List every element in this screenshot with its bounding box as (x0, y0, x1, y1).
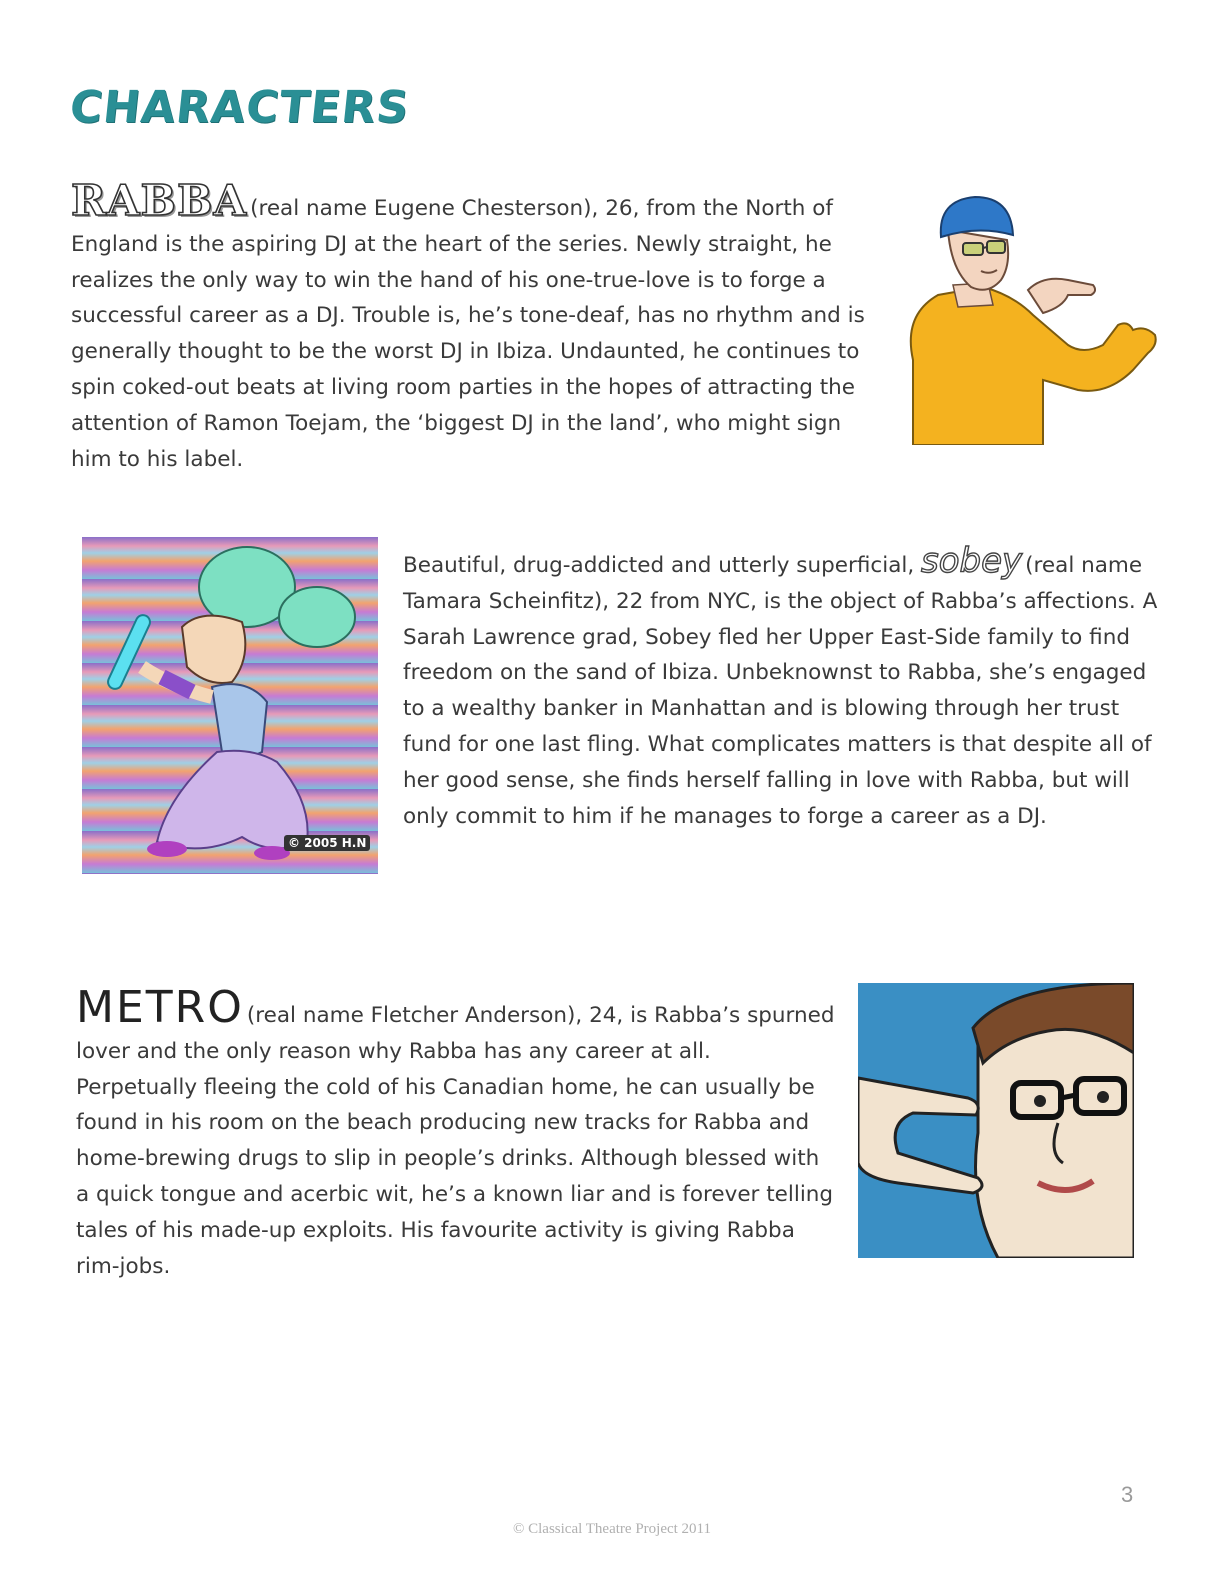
metro-illustration (858, 983, 1134, 1258)
metro-name-logo: METRO (76, 982, 244, 1033)
rabba-name-logo: RABBA (71, 176, 248, 225)
sobey-intro: Beautiful, drug-addicted and utterly superficial, (403, 553, 915, 578)
sobey-art-credit: © 2005 H.N (284, 835, 370, 851)
sobey-name-logo: sobey (921, 541, 1023, 581)
page-number: 3 (1121, 1482, 1134, 1507)
rabba-description (71, 176, 881, 477)
metro-description (76, 982, 836, 1284)
page-heading: CHARACTERS (67, 82, 412, 133)
sobey-text: (real name Tamara Scheinfitz), 22 from NYC, is the object of Rabba’s affections. A Sarah Lawrence grad, Sobey fled her Upper East-Side family to find freedom on the sand of Ibiza. Unbeknownst to Rabba, she’s engaged to a wealthy banker in Manhattan and is blowing through her trust fund for one last fling. What complicates matters is that despite all of her good sense, she finds herself falling in love with Rabba, but will only commit to him if he manages to forge a career as a DJ. (403, 553, 1158, 829)
sobey-illustration (82, 537, 378, 874)
sobey-description (403, 541, 1163, 834)
footer-copyright: © Classical Theatre Project 2011 (512, 1521, 711, 1537)
rabba-text: (real name Eugene Chesterson), 26, from the North of England is the aspiring DJ at the heart of the series. Newly straight, he realizes the only way to win the hand of his one-true-love is to forge a successful career as a DJ. Trouble is, he’s tone-deaf, has no rhythm and is generally thought to be the worst DJ in Ibiza. Undaunted, he continues to spin coked-out beats at living room parties in the hopes of attracting the attention of Ramon Toejam, the ‘biggest DJ in the land’, who might sign him to his label. (71, 196, 865, 472)
metro-text: (real name Fletcher Anderson), 24, is Rabba’s spurned lover and the only reason why Rabba has any career at all. Perpetually fleeing the cold of his Canadian home, he can usually be found in his room on the beach producing new tracks for Rabba and home-brewing drugs to slip in people’s drinks. Although blessed with a quick tongue and acerbic wit, he’s a known liar and is forever telling tales of his made-up exploits. His favourite activity is giving Rabba rim-jobs. (76, 1003, 835, 1279)
rabba-illustration (893, 195, 1163, 445)
